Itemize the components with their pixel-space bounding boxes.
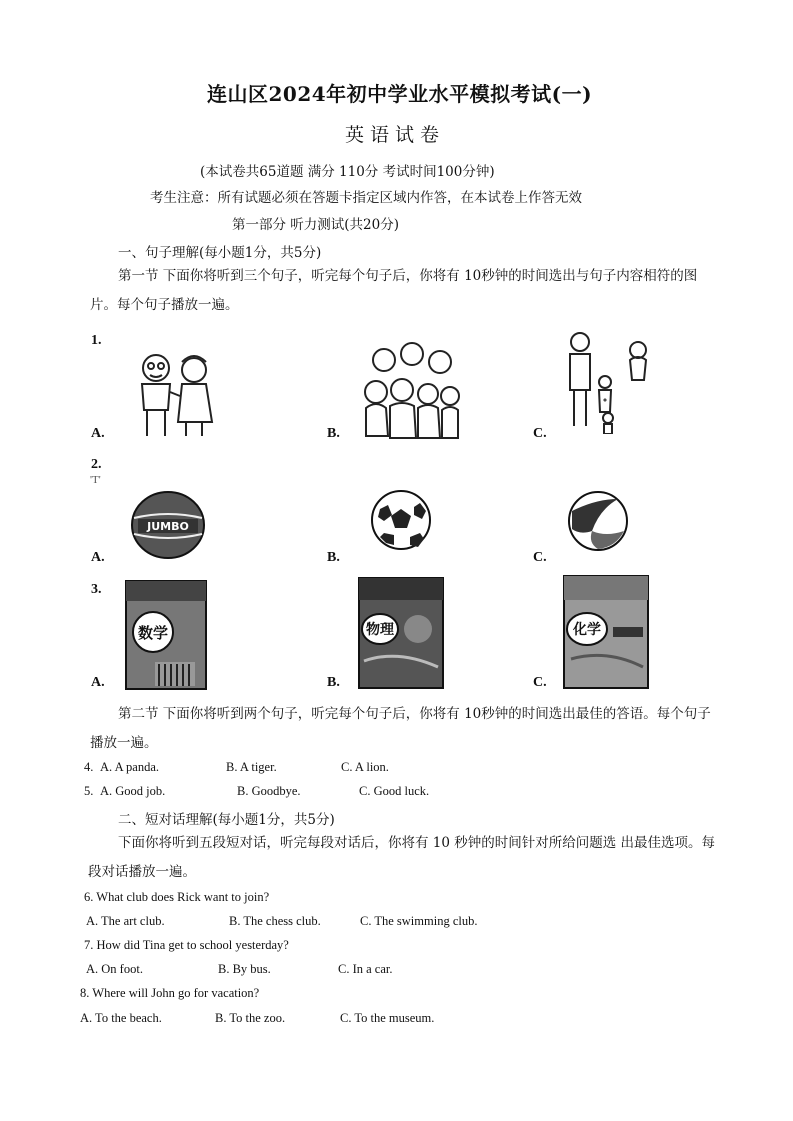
option-label: A. [91, 550, 105, 565]
answer-option: A. A panda. [100, 760, 160, 774]
book-label: 数学 [137, 624, 169, 642]
ball-label: JUMBO [147, 520, 189, 533]
group-of-people-picture [362, 340, 462, 440]
answer-option: C. In a car. [338, 962, 393, 976]
exam-info: (本试卷共65道题 满分 110分 考试时间100分钟) [200, 164, 495, 180]
math-book-picture [125, 580, 207, 690]
answer-option: A. On foot. [86, 962, 143, 976]
family-picture [560, 330, 652, 434]
option-label: A. [91, 675, 105, 690]
question-text: 6. What club does Rick want to join? [84, 890, 270, 904]
exam-subtitle: 英语试卷 [345, 124, 446, 146]
question-number: 1. [91, 333, 102, 348]
answer-option: C. Good luck. [359, 784, 430, 798]
question-5-number: 5. [84, 784, 94, 798]
stray-mark: 'T' [90, 474, 101, 486]
option-label: B. [327, 426, 340, 441]
question-text: 8. Where will John go for vacation? [80, 986, 260, 1000]
answer-option: A. The art club. [86, 914, 165, 928]
book-label: 化学 [573, 622, 601, 638]
soccer-ball-picture [370, 489, 432, 551]
section3-instruction: 下面你将听到五段短对话，听完每段对话后，你将有 10 秒钟的时间针对所给问题选 出最佳选项。每段对话播放一遍。 [88, 835, 716, 880]
question-number: 3. [91, 582, 102, 597]
answer-option: B. By bus. [218, 962, 271, 976]
section1-instruction: 第一节 下面你将听到三个句子，听完每个句子后，你将有 10秒钟的时间选出与句子内容相符的图片。每个句子播放一遍。 [90, 268, 698, 313]
exam-title: 连山区2024年初中学业水平模拟考试(一) [207, 82, 593, 106]
option-label: C. [533, 550, 547, 565]
book-label: 物理 [366, 622, 394, 638]
answer-option: C. A lion. [341, 760, 389, 774]
section3-title: 二、短对话理解(每小题1分，共5分) [118, 812, 335, 828]
exam-notice: 考生注意：所有试题必须在答题卡指定区域内作答，在本试卷上作答无效 [150, 190, 582, 206]
option-label: C. [533, 426, 547, 441]
answer-option: A. To the beach. [80, 1011, 162, 1025]
old-couple-picture [132, 348, 224, 440]
option-label: B. [327, 675, 340, 690]
answer-option: C. The swimming club. [360, 914, 478, 928]
volleyball-picture [566, 489, 630, 553]
section1-title: 一、句子理解(每小题1分，共5分) [118, 245, 322, 261]
question-text: 7. How did Tina get to school yesterday? [84, 938, 289, 952]
part-title: 第一部分 听力测试(共20分) [232, 217, 400, 233]
question-number: 2. [91, 457, 102, 472]
question-4-number: 4. [84, 760, 94, 774]
section2-instruction: 第二节 下面你将听到两个句子，听完每个句子后，你将有 10秒钟的时间选出最佳的答语。每个句子播放一遍。 [90, 706, 711, 751]
answer-option: B. A tiger. [226, 760, 277, 774]
physics-book-picture [358, 577, 444, 689]
answer-option: C. To the museum. [340, 1011, 435, 1025]
answer-option: B. Goodbye. [237, 784, 301, 798]
answer-option: B. To the zoo. [215, 1011, 286, 1025]
answer-option: A. Good job. [100, 784, 166, 798]
option-label: A. [91, 426, 105, 441]
option-label: B. [327, 550, 340, 565]
option-label: C. [533, 675, 547, 690]
basketball-picture [130, 490, 206, 560]
answer-option: B. The chess club. [229, 914, 321, 928]
chemistry-book-picture [563, 575, 649, 689]
